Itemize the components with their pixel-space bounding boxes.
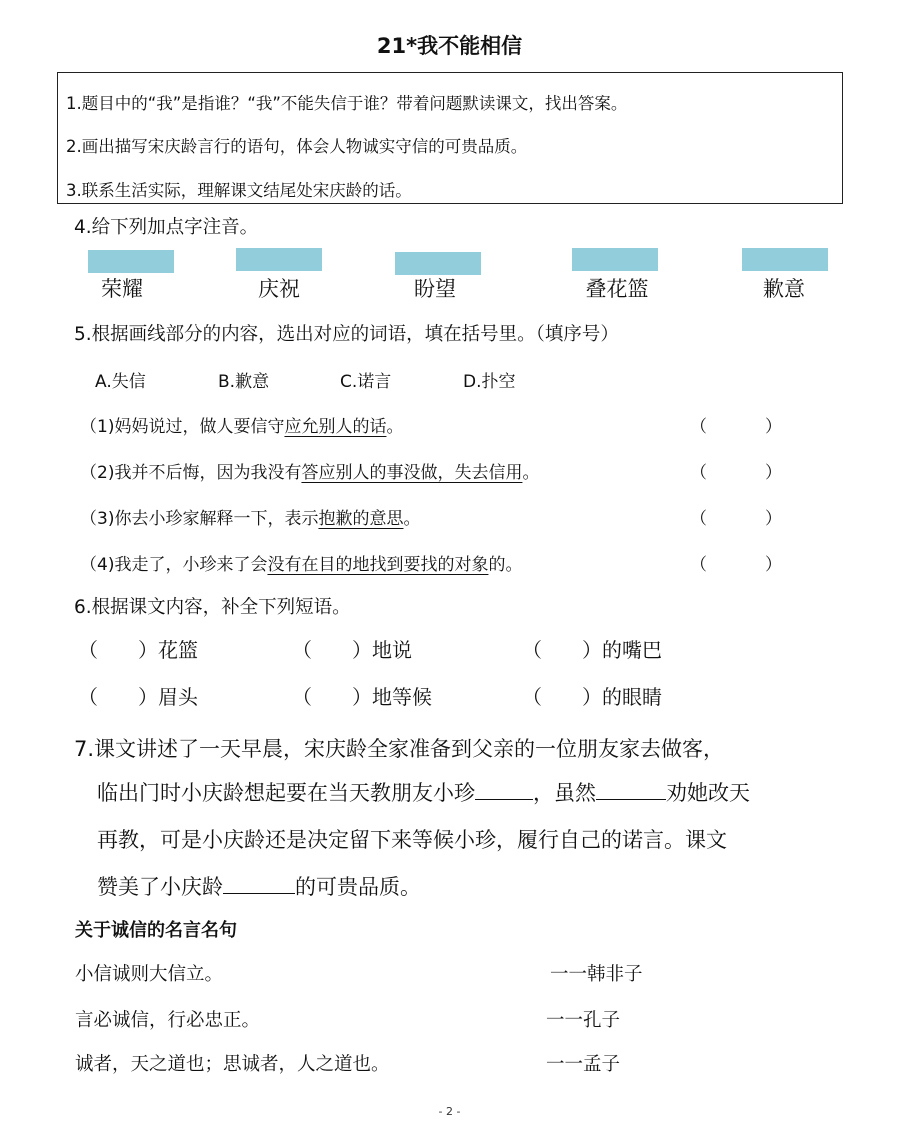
guide-item: 1.题目中的“我”是指谁？“我”不能失信于谁？带着问题默读课文，找出答案。	[66, 94, 628, 113]
phrase-blank[interactable]: （ ）的嘴巴	[522, 638, 662, 662]
phrase-blank[interactable]: （ ）花篮	[78, 638, 198, 662]
quote-text: 小信诚则大信立。	[75, 964, 224, 985]
q7-text: 赞美了小庆龄	[97, 875, 223, 899]
pinyin-answer-box[interactable]	[395, 252, 481, 275]
question-7-line: 再教，可是小庆龄还是决定留下来等候小珍，履行自己的诺言。课文	[97, 828, 727, 852]
question-5-item	[80, 504, 420, 529]
page-title: 21*我不能相信	[376, 34, 523, 58]
fill-blank[interactable]	[223, 872, 295, 894]
pinyin-word: 盼望	[414, 277, 456, 301]
question-6-heading: 6.根据课文内容，补全下列短语。	[74, 597, 351, 618]
quote-author: 一一孟子	[546, 1054, 621, 1075]
q7-text: 劝她改天	[666, 781, 750, 805]
underlined-phrase: 抱歉的意思	[318, 509, 404, 529]
underlined-phrase: 答应别人的事没做，失去信用	[301, 463, 523, 483]
question-7-line	[97, 871, 421, 901]
option-b: B.歉意	[218, 372, 270, 392]
quotes-heading: 关于诚信的名言名句	[75, 920, 237, 941]
option-d: D.扑空	[463, 372, 516, 392]
pinyin-word: 叠花篮	[585, 277, 649, 301]
item-text: （3)你去小珍家解释一下，表示	[80, 509, 319, 529]
phrase-blank[interactable]: （ ）地说	[292, 638, 412, 662]
question-5-item	[80, 458, 539, 483]
quote-text: 言必诚信，行必忠正。	[75, 1010, 261, 1031]
question-7-line: 7.课文讲述了一天早晨，宋庆龄全家准备到父亲的一位朋友家去做客，	[74, 737, 725, 761]
item-text-end: 。	[386, 417, 404, 437]
phrase-blank[interactable]: （ ）的眼睛	[522, 685, 662, 709]
question-5-item	[80, 550, 522, 575]
quote-author: 一一孔子	[546, 1010, 621, 1031]
underlined-phrase: 没有在目的地找到要找的对象	[267, 555, 489, 575]
question-5-heading: 5.根据画线部分的内容，选出对应的词语，填在括号里。（填序号）	[74, 324, 619, 345]
item-text-end: 。	[403, 509, 421, 529]
pinyin-word: 荣耀	[101, 277, 143, 301]
quote-author: 一一韩非子	[550, 964, 643, 985]
fill-blank[interactable]	[475, 778, 533, 800]
item-text: （4)我走了，小珍来了会	[80, 555, 268, 575]
question-5-item	[80, 412, 403, 437]
answer-paren-close: ）	[765, 463, 782, 483]
answer-paren-close: ）	[765, 555, 782, 575]
question-7-line	[97, 777, 750, 807]
pinyin-word: 歉意	[763, 277, 805, 301]
quote-text: 诚者，天之道也；思诚者，人之道也。	[75, 1054, 390, 1075]
underlined-phrase: 应允别人的话	[284, 417, 387, 437]
item-text-end: 的。	[488, 555, 523, 575]
item-text-end: 。	[522, 463, 540, 483]
q7-text: 临出门时小庆龄想起要在当天教朋友小珍	[97, 781, 475, 805]
answer-paren-open[interactable]: （	[690, 509, 707, 529]
question-4-heading: 4.给下列加点字注音。	[74, 217, 259, 238]
answer-paren-close: ）	[765, 417, 782, 437]
item-text: （1)妈妈说过，做人要信守	[80, 417, 285, 437]
phrase-blank[interactable]: （ ）眉头	[78, 685, 198, 709]
phrase-blank[interactable]: （ ）地等候	[292, 685, 432, 709]
guide-item: 2.画出描写宋庆龄言行的语句，体会人物诚实守信的可贵品质。	[66, 137, 528, 156]
pinyin-answer-box[interactable]	[236, 248, 322, 271]
pinyin-answer-box[interactable]	[88, 250, 174, 273]
pinyin-answer-box[interactable]	[572, 248, 658, 271]
q7-text: ，虽然	[533, 781, 596, 805]
answer-paren-open[interactable]: （	[690, 463, 707, 483]
answer-paren-open[interactable]: （	[690, 555, 707, 575]
pinyin-word: 庆祝	[258, 277, 300, 301]
q7-text: 的可贵品质。	[295, 875, 421, 899]
option-a: A.失信	[95, 372, 146, 392]
answer-paren-open[interactable]: （	[690, 417, 707, 437]
option-c: C.诺言	[340, 372, 392, 392]
answer-paren-close: ）	[765, 509, 782, 529]
pinyin-answer-box[interactable]	[742, 248, 828, 271]
guide-item: 3.联系生活实际，理解课文结尾处宋庆龄的话。	[66, 181, 412, 200]
fill-blank[interactable]	[596, 778, 666, 800]
item-text: （2)我并不后悔，因为我没有	[80, 463, 302, 483]
page-number: - 2 -	[438, 1105, 461, 1118]
